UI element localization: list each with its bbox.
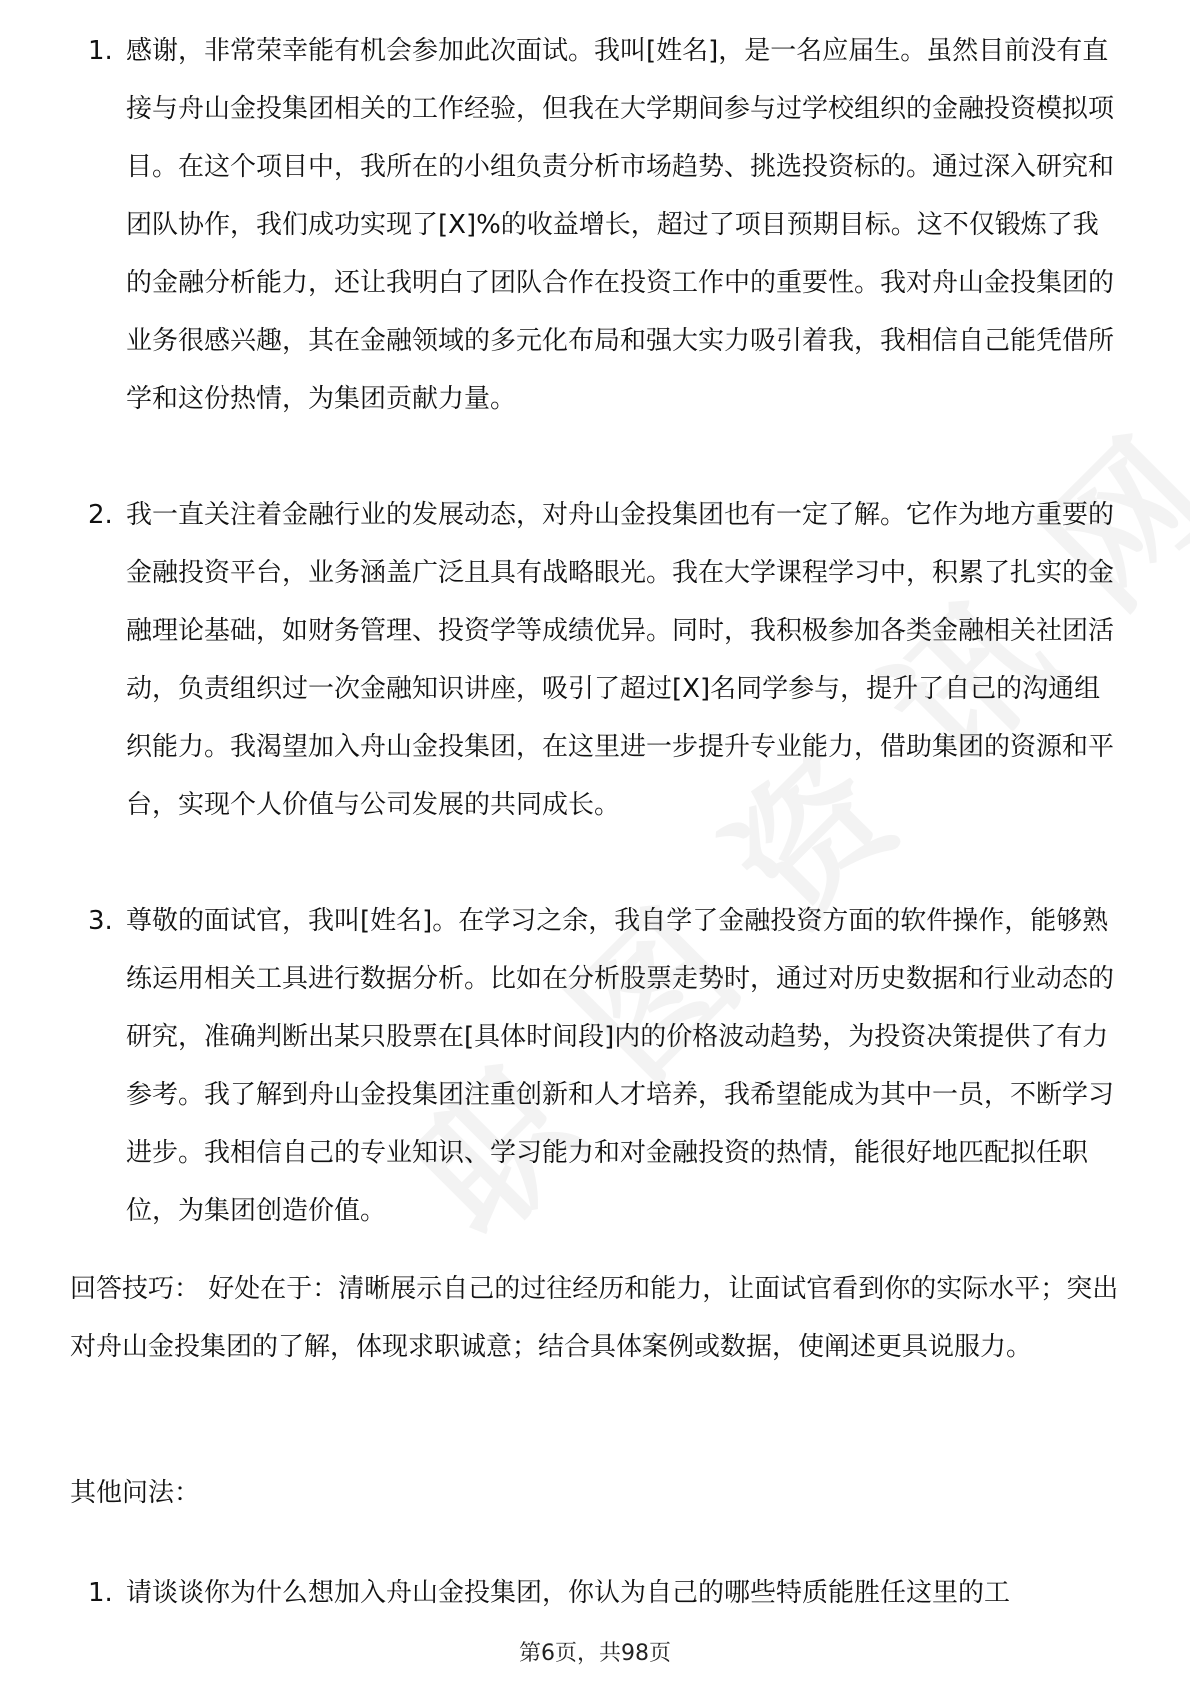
list-number: 1.	[88, 1578, 113, 1608]
page-footer: 第6页，共98页	[519, 1641, 671, 1666]
list-item-text: 感谢，非常荣幸能有机会参加此次面试。我叫[姓名]，是一名应届生。虽然目前没有直接与舟山金投集团相关的工作经验，但我在大学期间参与过学校组织的金融投资模拟项目。在这个项目中，我所在的小组负责分析市场趋势、挑选投资标的。通过深入研究和团队协作，我们成功实现了[X]%的收益增长，超过了项目预期目标。这不仅锻炼了我的金融分析能力，还让我明白了团队合作在投资工作中的重要性。我对舟山金投集团的业务很感兴趣，其在金融领域的多元化布局和强大实力吸引着我，我相信自己能凭借所学和这份热情，为集团贡献力量。	[126, 36, 1115, 414]
list-item-text: 请谈谈你为什么想加入舟山金投集团，你认为自己的哪些特质能胜任这里的工	[126, 1578, 1011, 1608]
other-questions-heading: 其他问法：	[70, 1478, 201, 1508]
list-number: 1.	[88, 36, 113, 66]
list-number: 2.	[88, 500, 113, 530]
answer-tips: 回答技巧： 好处在于：清晰展示自己的过往经历和能力，让面试官看到你的实际水平；突出对舟山金投集团的了解，体现求职诚意；结合具体案例或数据，使阐述更具说服力。	[70, 1274, 1119, 1362]
list-item-text: 我一直关注着金融行业的发展动态，对舟山金投集团也有一定了解。它作为地方重要的金融投资平台，业务涵盖广泛且具有战略眼光。我在大学课程学习中，积累了扎实的金融理论基础，如财务管理、投资学等成绩优异。同时，我积极参加各类金融相关社团活动，负责组织过一次金融知识讲座，吸引了超过[X]名同学参与，提升了自己的沟通组织能力。我渴望加入舟山金投集团，在这里进一步提升专业能力，借助集团的资源和平台，实现个人价值与公司发展的共同成长。	[126, 500, 1115, 820]
list-number: 3.	[88, 906, 113, 936]
list-item-text: 尊敬的面试官，我叫[姓名]。在学习之余，我自学了金融投资方面的软件操作，能够熟练运用相关工具进行数据分析。比如在分析股票走势时，通过对历史数据和行业动态的研究，准确判断出某只股票在[具体时间段]内的价格波动趋势，为投资决策提供了有力参考。我了解到舟山金投集团注重创新和人才培养，我希望能成为其中一员，不断学习进步。我相信自己的专业知识、学习能力和对金融投资的热情，能很好地匹配拟任职位，为集团创造价值。	[126, 906, 1115, 1226]
